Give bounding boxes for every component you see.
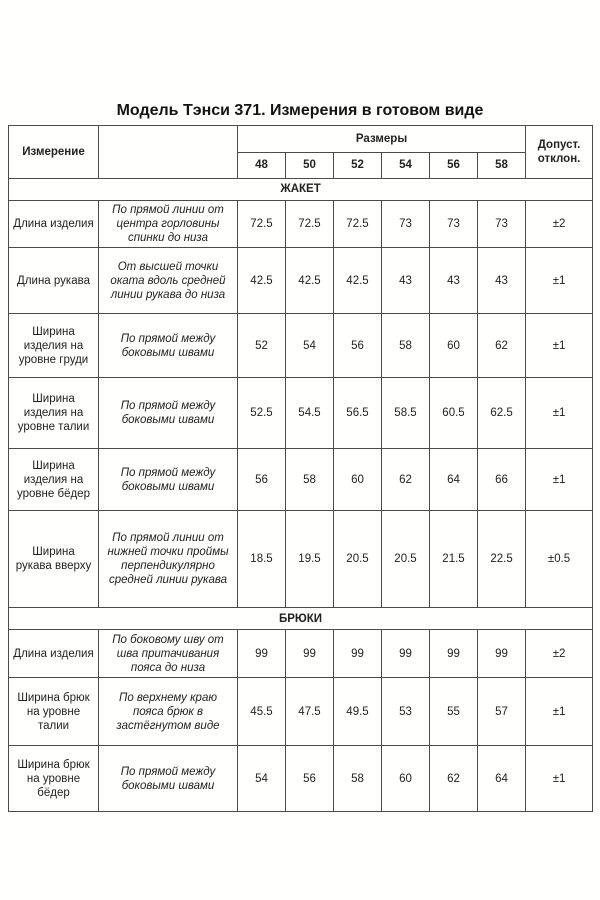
- measurement-cell: Длина рукава: [9, 248, 99, 314]
- value-cell: 19.5: [286, 511, 334, 608]
- value-cell: 47.5: [286, 678, 334, 746]
- tolerance-cell: ±1: [526, 746, 593, 812]
- value-cell: 52: [238, 314, 286, 378]
- value-cell: 42.5: [334, 248, 382, 314]
- value-cell: 73: [430, 201, 478, 248]
- measurement-cell: Ширина рукава вверху: [9, 511, 99, 608]
- value-cell: 64: [430, 449, 478, 511]
- header-size-52: 52: [334, 153, 382, 179]
- table-row: [9, 449, 593, 511]
- measurements-table: [8, 125, 593, 812]
- value-cell: 72.5: [238, 201, 286, 248]
- value-cell: 60: [430, 314, 478, 378]
- header-measurement: Измерение: [9, 126, 99, 179]
- description-cell: От высшей точки оката вдоль средней линии рукава до низа: [99, 248, 238, 314]
- table-row: [9, 511, 593, 608]
- value-cell: 58: [334, 746, 382, 812]
- value-cell: 99: [238, 630, 286, 678]
- header-tolerance: Допуст. отклон.: [526, 126, 593, 179]
- header-size-56: 56: [430, 153, 478, 179]
- value-cell: 54.5: [286, 378, 334, 449]
- value-cell: 57: [478, 678, 526, 746]
- section-title-trousers: БРЮКИ: [9, 608, 593, 630]
- value-cell: 53: [382, 678, 430, 746]
- value-cell: 73: [382, 201, 430, 248]
- value-cell: 42.5: [238, 248, 286, 314]
- value-cell: 43: [430, 248, 478, 314]
- tolerance-cell: ±2: [526, 201, 593, 248]
- description-cell: По прямой между боковыми швами: [99, 314, 238, 378]
- description-cell: По прямой линии от нижней точки проймы перпендикулярно средней линии рукава: [99, 511, 238, 608]
- value-cell: 20.5: [382, 511, 430, 608]
- header-size-54: 54: [382, 153, 430, 179]
- value-cell: 56: [286, 746, 334, 812]
- value-cell: 58.5: [382, 378, 430, 449]
- table-row: [9, 248, 593, 314]
- value-cell: 43: [382, 248, 430, 314]
- value-cell: 60: [334, 449, 382, 511]
- value-cell: 62: [478, 314, 526, 378]
- value-cell: 55: [430, 678, 478, 746]
- measurement-cell: Ширина изделия на уровне бёдер: [9, 449, 99, 511]
- value-cell: 66: [478, 449, 526, 511]
- value-cell: 56.5: [334, 378, 382, 449]
- value-cell: 49.5: [334, 678, 382, 746]
- section-row-jacket: [9, 179, 593, 201]
- value-cell: 54: [286, 314, 334, 378]
- value-cell: 62.5: [478, 378, 526, 449]
- table-row: [9, 378, 593, 449]
- tolerance-cell: ±2: [526, 630, 593, 678]
- header-size-50: 50: [286, 153, 334, 179]
- table-row: [9, 746, 593, 812]
- measurement-cell: Ширина брюк на уровне бёдер: [9, 746, 99, 812]
- table-row: [9, 678, 593, 746]
- page-title: Модель Тэнси 371. Измерения в готовом виде: [116, 102, 484, 119]
- header-size-58: 58: [478, 153, 526, 179]
- measurement-cell: Ширина изделия на уровне талии: [9, 378, 99, 449]
- measurement-cell: Длина изделия: [9, 630, 99, 678]
- table-row: [9, 630, 593, 678]
- description-cell: По прямой между боковыми швами: [99, 746, 238, 812]
- tolerance-cell: ±1: [526, 378, 593, 449]
- value-cell: 18.5: [238, 511, 286, 608]
- value-cell: 60: [382, 746, 430, 812]
- value-cell: 58: [286, 449, 334, 511]
- value-cell: 99: [430, 630, 478, 678]
- value-cell: 99: [334, 630, 382, 678]
- value-cell: 52.5: [238, 378, 286, 449]
- value-cell: 62: [382, 449, 430, 511]
- value-cell: 72.5: [334, 201, 382, 248]
- value-cell: 43: [478, 248, 526, 314]
- value-cell: 56: [334, 314, 382, 378]
- description-cell: По прямой между боковыми швами: [99, 378, 238, 449]
- value-cell: 58: [382, 314, 430, 378]
- value-cell: 62: [430, 746, 478, 812]
- value-cell: 22.5: [478, 511, 526, 608]
- header-description-empty: [99, 126, 238, 179]
- value-cell: 99: [478, 630, 526, 678]
- section-row-trousers: [9, 608, 593, 630]
- section-title-jacket: ЖАКЕТ: [9, 179, 593, 201]
- value-cell: 99: [382, 630, 430, 678]
- value-cell: 45.5: [238, 678, 286, 746]
- description-cell: По боковому шву от шва притачивания пояса до низа: [99, 630, 238, 678]
- table-row: [9, 201, 593, 248]
- tolerance-cell: ±1: [526, 248, 593, 314]
- value-cell: 60.5: [430, 378, 478, 449]
- tolerance-cell: ±1: [526, 678, 593, 746]
- value-cell: 72.5: [286, 201, 334, 248]
- header-size-48: 48: [238, 153, 286, 179]
- value-cell: 42.5: [286, 248, 334, 314]
- value-cell: 73: [478, 201, 526, 248]
- tolerance-cell: ±1: [526, 314, 593, 378]
- table-header: [9, 126, 593, 179]
- measurement-cell: Ширина изделия на уровне груди: [9, 314, 99, 378]
- value-cell: 21.5: [430, 511, 478, 608]
- measurement-cell: Длина изделия: [9, 201, 99, 248]
- value-cell: 64: [478, 746, 526, 812]
- tolerance-cell: ±0.5: [526, 511, 593, 608]
- value-cell: 20.5: [334, 511, 382, 608]
- header-sizes-group: Размеры: [238, 126, 526, 153]
- value-cell: 56: [238, 449, 286, 511]
- description-cell: По прямой линии от центра горловины спинки до низа: [99, 201, 238, 248]
- measurement-cell: Ширина брюк на уровне талии: [9, 678, 99, 746]
- tolerance-cell: ±1: [526, 449, 593, 511]
- description-cell: По верхнему краю пояса брюк в застёгнутом виде: [99, 678, 238, 746]
- table-row: [9, 314, 593, 378]
- value-cell: 99: [286, 630, 334, 678]
- value-cell: 54: [238, 746, 286, 812]
- description-cell: По прямой между боковыми швами: [99, 449, 238, 511]
